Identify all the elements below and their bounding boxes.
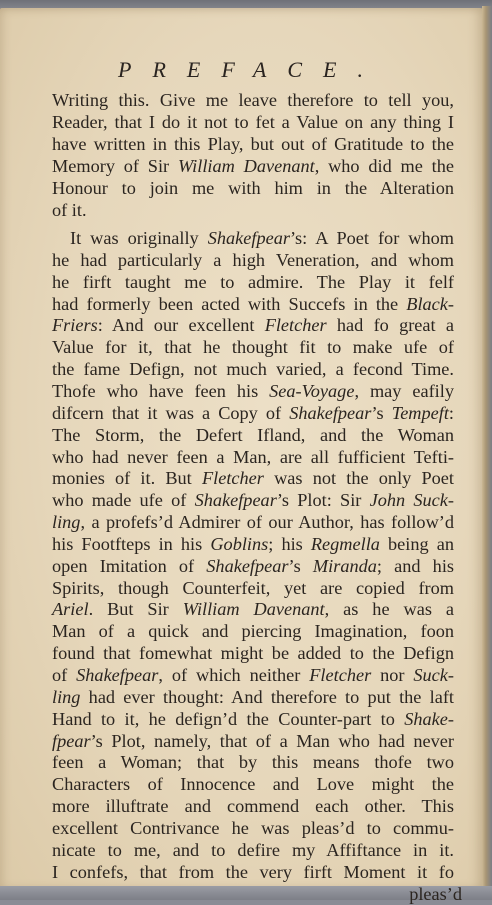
text-line: [52, 446, 454, 468]
text-segment: I confefs, that from the very firft Moment it fo: [52, 861, 454, 882]
italic-text: Goblins: [210, 533, 269, 554]
text-segment: the fame Defign, not much varied, a fecond Time.: [52, 359, 454, 380]
text-line: [52, 555, 454, 577]
text-line: [52, 177, 454, 199]
italic-text: Shakefpear: [206, 555, 289, 576]
text-line: [52, 336, 454, 358]
text-segment: Hand to it, he defign’d the Counter-part to: [52, 708, 405, 729]
text-line: [52, 199, 87, 221]
text-segment: : And our excellent: [97, 315, 265, 336]
italic-text: Fletcher: [309, 665, 372, 685]
italic-text: William Davenant: [182, 599, 325, 620]
italic-text: Regmella: [310, 533, 380, 554]
text-line: [409, 883, 462, 905]
text-line: [52, 489, 454, 511]
text-line: [52, 511, 454, 533]
text-line: [52, 155, 454, 177]
text-segment: The Storm, the Defert Ifland, and the Woman: [52, 424, 454, 445]
text-segment: Memory of Sir: [52, 156, 178, 176]
italic-text: Shakefpear: [194, 490, 277, 511]
text-segment: Writing this. Give me leave therefore to tell you,: [52, 90, 454, 110]
text-segment: , may eafily: [354, 380, 454, 401]
text-segment: , who did me the: [314, 156, 454, 176]
text-line: [52, 271, 454, 293]
italic-text: Shakefpear: [207, 228, 290, 248]
text-segment: was not the only Poet: [263, 468, 454, 489]
text-line: [52, 111, 454, 133]
text-segment: feen a Woman; that by this means thofe two: [52, 752, 454, 773]
italic-text: ling: [52, 512, 81, 533]
text-line: [52, 730, 454, 752]
text-segment: nor: [371, 665, 414, 685]
text-line: [70, 227, 454, 249]
italic-text: Black-: [406, 293, 454, 314]
text-segment: who had never feen a Man, are all fufficient Tefti-: [52, 446, 454, 467]
text-segment: of: [52, 665, 77, 685]
text-segment: ’s: A Poet for whom: [289, 228, 454, 248]
text-segment: :: [448, 402, 455, 423]
text-line: [52, 314, 454, 336]
text-segment: ’s: [371, 402, 392, 423]
italic-text: Ariel: [52, 599, 89, 620]
text-segment: who made ufe of: [52, 490, 195, 511]
text-segment: more illuftrate and commend each other. This: [52, 796, 454, 817]
italic-text: Shakefpear: [289, 402, 372, 423]
italic-text: Miranda: [312, 555, 377, 576]
text-segment: have written in this Play, but out of Gratitude to the: [52, 134, 454, 154]
text-segment: being an: [379, 533, 455, 554]
text-segment: difcern that it was a Copy of: [52, 402, 290, 423]
text-line: [52, 293, 454, 315]
text-segment: excellent Contrivance he was pleas’d to commu-: [52, 817, 454, 838]
text-segment: had fo great a: [326, 315, 454, 336]
text-segment: nicate to me, and to defire my Affiftance in it.: [52, 839, 454, 860]
text-line: [52, 664, 454, 686]
text-segment: It was originally: [70, 228, 208, 248]
italic-text: Tempeft: [391, 402, 449, 423]
text-line: [52, 686, 454, 708]
italic-text: Friers: [52, 315, 98, 336]
text-line: [52, 839, 454, 861]
text-segment: ’s Plot: Sir: [276, 490, 370, 511]
text-line: [52, 89, 454, 111]
italic-text: fpear: [52, 730, 91, 751]
text-line: [52, 817, 454, 839]
text-segment: Reader, that I do it not to fet a Value on any thing I: [52, 112, 454, 132]
italic-text: Suck-: [413, 665, 454, 685]
text-line: [52, 133, 454, 155]
text-line: [52, 861, 454, 883]
text-line: [52, 642, 454, 664]
text-line: [52, 402, 454, 424]
page-edge: [482, 6, 492, 892]
text-line: [52, 380, 454, 402]
text-line: [52, 751, 454, 773]
text-segment: , as he was a: [324, 599, 454, 620]
text-segment: pleas’d: [409, 883, 462, 904]
italic-text: Fletcher: [201, 468, 264, 489]
italic-text: William Davenant: [177, 156, 315, 176]
text-segment: monies of it. But: [52, 468, 202, 489]
italic-text: Shake-: [404, 708, 454, 729]
text-line: [52, 598, 454, 620]
text-segment: . But Sir: [88, 599, 183, 620]
text-segment: ’s Plot, namely, that of a Man who had never: [90, 730, 454, 751]
text-line: [52, 467, 454, 489]
text-segment: ’s: [288, 555, 313, 576]
text-segment: had formerly been acted with Succefs in the: [52, 293, 407, 314]
text-line: [52, 795, 454, 817]
italic-text: Shakefpear: [76, 665, 159, 685]
page-heading: PREFACE.: [118, 57, 384, 82]
italic-text: Sea-Voyage: [269, 380, 355, 401]
text-line: [52, 577, 454, 599]
italic-text: John Suck-: [369, 490, 454, 511]
italic-text: Fletcher: [264, 315, 327, 336]
text-segment: of it.: [52, 200, 87, 220]
text-segment: found that fomewhat might be added to the Defign: [52, 643, 454, 664]
text-line: [52, 358, 454, 380]
text-line: [52, 620, 454, 642]
text-segment: Thofe who have feen his: [52, 380, 270, 401]
text-segment: Honour to join me with him in the Alteration: [52, 178, 454, 198]
text-segment: ; and his: [376, 555, 455, 576]
text-segment: Characters of Innocence and Love might the: [52, 774, 454, 795]
text-line: [52, 708, 454, 730]
text-segment: Spirits, though Counterfeit, yet are copied from: [52, 577, 454, 598]
text-line: [52, 249, 454, 271]
text-segment: his Footfteps in his: [52, 533, 211, 554]
text-segment: , a profefs’d Admirer of our Author, has follow’d: [80, 512, 454, 533]
text-segment: he had particularly a high Veneration, and whom: [52, 249, 454, 270]
text-segment: open Imitation of: [52, 555, 207, 576]
text-segment: Man of a quick and piercing Imagination, foon: [52, 621, 454, 642]
text-segment: , of which neither: [158, 665, 310, 685]
text-segment: he firft taught me to admire. The Play it felf: [52, 271, 454, 292]
text-line: [52, 533, 454, 555]
text-segment: ; his: [268, 533, 311, 554]
italic-text: ling: [52, 686, 81, 707]
text-line: [52, 424, 454, 446]
text-segment: had ever thought: And therefore to put the laft: [80, 686, 454, 707]
text-line: [52, 773, 454, 795]
text-segment: Value for it, that he thought fit to make ufe of: [52, 337, 454, 358]
